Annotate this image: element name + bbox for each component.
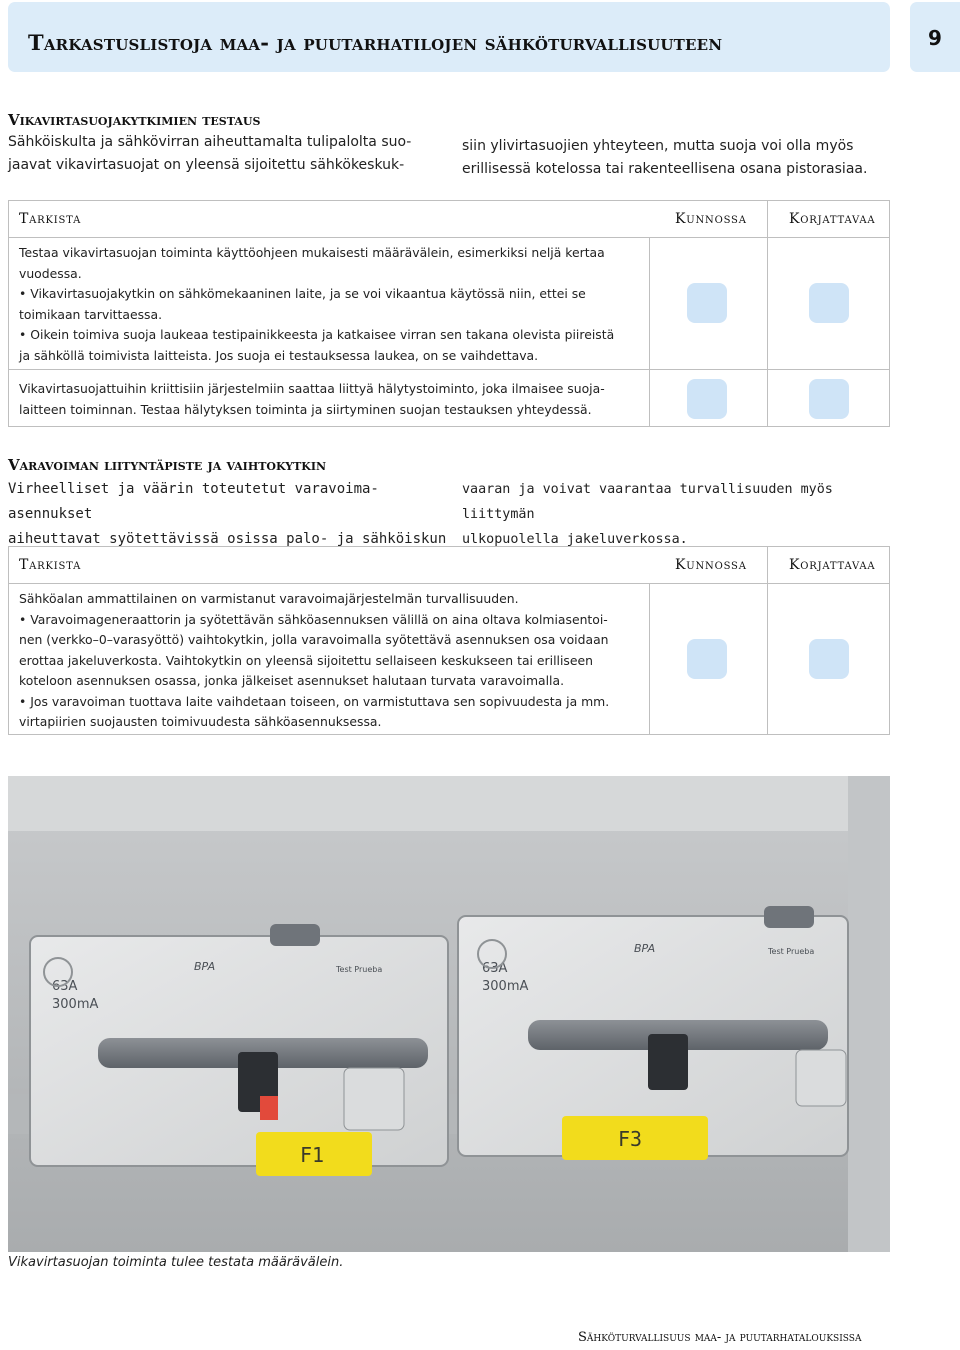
circuit-label-text: F3: [618, 1127, 643, 1151]
module-test-label: Test Prueba: [768, 947, 815, 956]
intro-line: vaaran ja voivat vaarantaa turvallisuuden myös liittymän: [462, 482, 833, 522]
intro-line: erillisessä kotelossa tai rakenteellisena osana pistorasiaa.: [462, 161, 868, 177]
table-column-rule: [767, 547, 768, 735]
checklist-table-rcd: [8, 200, 890, 427]
row-line: • Oikein toimiva suoja laukeaa testipainikkeesta ja katkaisee virran sen takana olevista piireistä: [19, 327, 615, 342]
row-line: Sähköalan ammattilainen on varmistanut varavoimajärjestelmän turvallisuuden.: [19, 591, 519, 606]
column-header-check: Tarkista: [19, 211, 82, 227]
row-line: laitteen toiminnan. Testaa hälytyksen toiminta ja siirtyminen suojan testauksen yhteydessä.: [19, 401, 592, 417]
module-sensitivity: 300mA: [482, 979, 529, 994]
row-line: Vikavirtasuojattuihin kriittisiin järjestelmiin saattaa liittyä hälytystoiminto, joka ilmaisee suoja-: [19, 381, 605, 396]
table-rule: [9, 237, 889, 238]
checkbox-fix[interactable]: [809, 639, 849, 679]
table-column-rule: [649, 583, 650, 735]
page-title: Tarkastuslistoja maa- ja puutarhatilojen sähköturvallisuuteen: [28, 30, 723, 55]
section2-intro-left: [8, 477, 458, 552]
section2-intro-right: [462, 477, 892, 552]
page-footer: Sähköturvallisuus maa- ja puutarhatalouksissa: [578, 1330, 862, 1345]
table-column-rule: [767, 201, 768, 427]
photo-caption: Vikavirtasuojan toiminta tulee testata määrävälein.: [8, 1255, 344, 1270]
column-header-check: Tarkista: [19, 557, 82, 573]
row-line: ja sähköllä toimivista laitteista. Jos suoja ei testauksessa laukea, on se vaihdettava.: [19, 347, 539, 363]
module-test-label: Test Prueba: [336, 965, 383, 974]
module-rating: 63A: [482, 961, 508, 976]
checkbox-ok[interactable]: [687, 283, 727, 323]
table-rule: [9, 583, 889, 584]
module-rating: 63A: [52, 979, 78, 994]
checkbox-fix[interactable]: [809, 283, 849, 323]
intro-line: ulkopuolella jakeluverkossa.: [462, 532, 688, 547]
intro-line: aiheuttavat syötettävissä osissa palo- ja sähköiskun: [8, 531, 447, 547]
column-header-ok: Kunnossa: [675, 211, 747, 227]
intro-line: siin ylivirtasuojien yhteyteen, mutta suoja voi olla myös: [462, 138, 854, 154]
row-line: vuodessa.: [19, 265, 82, 281]
module-sensitivity: 300mA: [52, 997, 99, 1012]
row-line: toimikaan tarvittaessa.: [19, 306, 163, 322]
column-header-ok: Kunnossa: [675, 557, 747, 573]
rcd-panel-illustration: [8, 776, 890, 1252]
checkbox-ok[interactable]: [687, 379, 727, 419]
row-line: • Jos varavoiman tuottava laite vaihdetaan toiseen, on varmistuttava sen sopivuudesta ja mm.: [19, 693, 610, 709]
photo-rcd-panel: [8, 776, 890, 1252]
section-heading-backup-power: Varavoiman liityntäpiste ja vaihtokytkin: [8, 456, 327, 474]
page-number-box: [910, 2, 960, 72]
intro-line: jaavat vikavirtasuojat on yleensä sijoitettu sähkökeskuk-: [8, 157, 405, 173]
row-line: koteloon asennuksen osassa, jonka jälkeiset asennukset halutaan turvata varavoimalla.: [19, 673, 565, 688]
column-header-fix: Korjattavaa: [789, 211, 876, 227]
intro-line: Sähköiskulta ja sähkövirran aiheuttamalta tulipalolta suo-: [8, 134, 412, 150]
row-line: nen (verkko–0–varasyöttö) vaihtokytkin, jolla varavoimalla syötettävä asennuksen osa voidaan: [19, 632, 609, 647]
page-number: 9: [928, 26, 942, 50]
row-line: • Vikavirtasuojakytkin on sähkömekaaninen laite, ja se voi vikaantua käytössä niin, ettei se: [19, 286, 586, 301]
table-row-text: [19, 243, 639, 366]
row-line: erottaa jakeluverkosta. Vaihtokytkin on yleensä sijoitettu sellaiseen keskukseen tai erilliseen: [19, 652, 593, 668]
section-heading-rcd-testing: Vikavirtasuojakytkimien testaus: [8, 111, 261, 129]
table-row-text: [19, 589, 639, 733]
section1-intro-left: [8, 131, 448, 177]
circuit-label-text: F1: [300, 1143, 325, 1167]
row-line: • Varavoimageneraattorin ja syötettävän sähköasennuksen välillä on aina oltava kolmiasentoi-: [19, 611, 608, 627]
section1-intro-right: [462, 135, 892, 181]
table-row-text: [19, 379, 639, 420]
checkbox-fix[interactable]: [809, 379, 849, 419]
module-brand: BPA: [194, 960, 216, 973]
row-line: virtapiirien suojausten toimivuudesta sähköasennuksessa.: [19, 714, 382, 729]
checkbox-ok[interactable]: [687, 639, 727, 679]
checklist-table-backup: [8, 546, 890, 735]
table-column-rule: [649, 237, 650, 427]
header-bar: [8, 2, 890, 72]
row-line: Testaa vikavirtasuojan toiminta käyttöohjeen mukaisesti määrävälein, esimerkiksi neljä kertaa: [19, 245, 605, 260]
column-header-fix: Korjattavaa: [789, 557, 876, 573]
intro-line: Virheelliset ja väärin toteutetut varavoima-asennukset: [8, 481, 379, 522]
module-brand: BPA: [634, 942, 656, 955]
table-rule: [9, 369, 889, 370]
